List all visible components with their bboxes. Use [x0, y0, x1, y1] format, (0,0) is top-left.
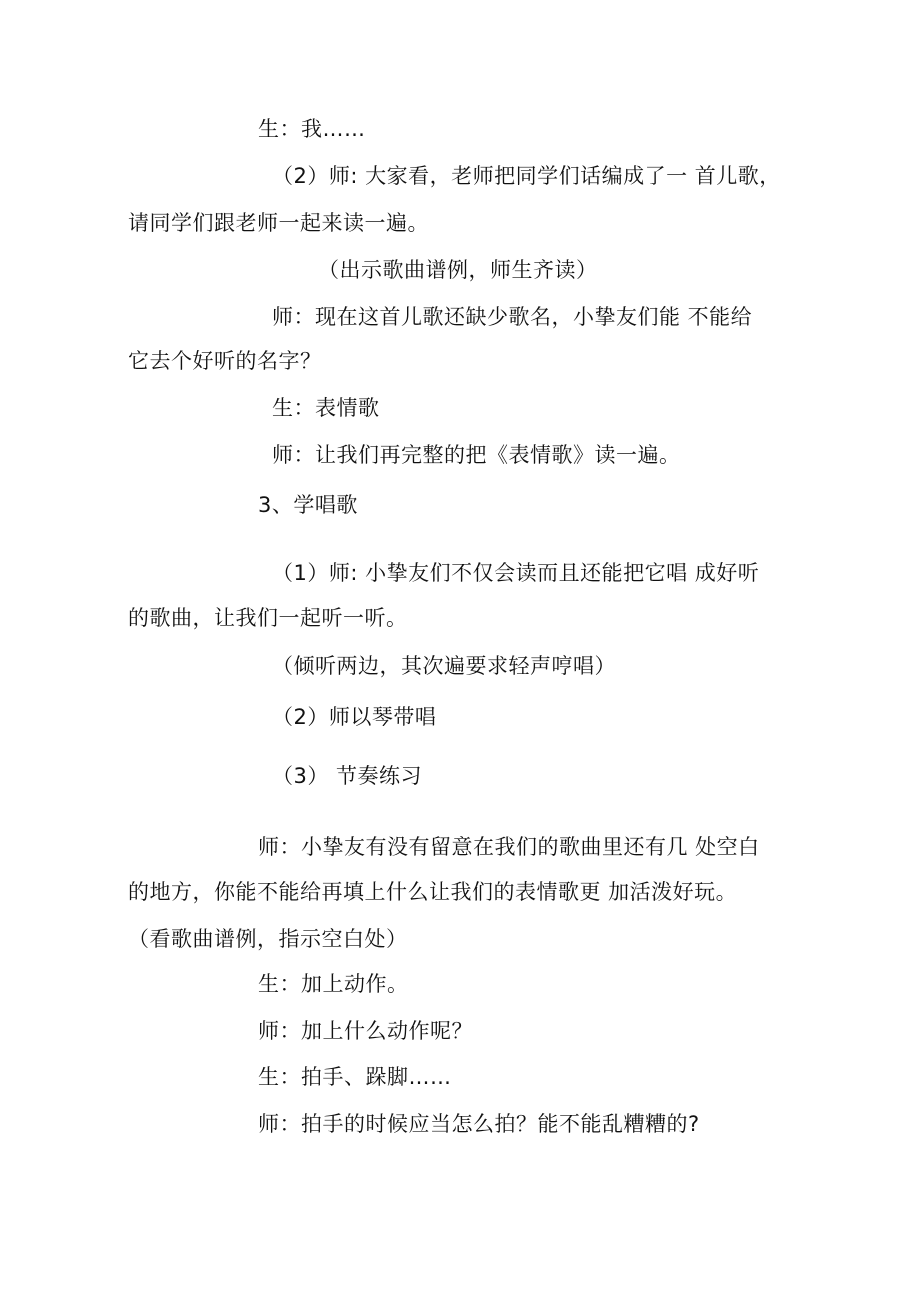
- text-line: 师：拍手的时候应当怎么拍？能不能乱糟糟的?: [258, 1112, 700, 1136]
- text-line: 师：现在这首儿歌还缺少歌名，小挚友们能 不能给: [272, 305, 753, 329]
- text-line: （倾听两边，其次遍要求轻声哼唱）: [272, 654, 616, 678]
- text-line: 师：加上什么动作呢？: [258, 1019, 473, 1043]
- text-line: （看歌曲谱例，指示空白处）: [128, 927, 408, 951]
- text-line: （2）师: 大家看，老师把同学们话编成了一 首儿歌，: [272, 164, 781, 188]
- text-line: （1）师: 小挚友们不仅会读而且还能把它唱 成好听: [272, 561, 760, 585]
- text-line: （2）师以琴带唱: [272, 705, 437, 729]
- text-line: 请同学们跟老师一起来读一遍。: [128, 211, 429, 235]
- text-line: 它去个好听的名字？: [128, 349, 322, 373]
- text-line: 师：小挚友有没有留意在我们的歌曲里还有几 处空白: [258, 835, 760, 859]
- text-line: 师：让我们再完整的把《表情歌》读一遍。: [272, 443, 681, 467]
- text-line: 生：我……: [258, 117, 366, 141]
- text-line: 生：拍手、跺脚……: [258, 1065, 452, 1089]
- section-heading: 3、学唱歌: [258, 493, 358, 517]
- text-line: （出示歌曲谱例，师生齐读）: [318, 258, 598, 282]
- text-line: （3） 节奏练习: [272, 764, 423, 788]
- text-line: 的地方，你能不能给再填上什么让我们的表情歌更 加活泼好玩。: [128, 880, 738, 904]
- text-line: 生：加上动作。: [258, 972, 409, 996]
- text-line: 生：表情歌: [272, 396, 380, 420]
- text-line: 的歌曲，让我们一起听一听。: [128, 606, 408, 630]
